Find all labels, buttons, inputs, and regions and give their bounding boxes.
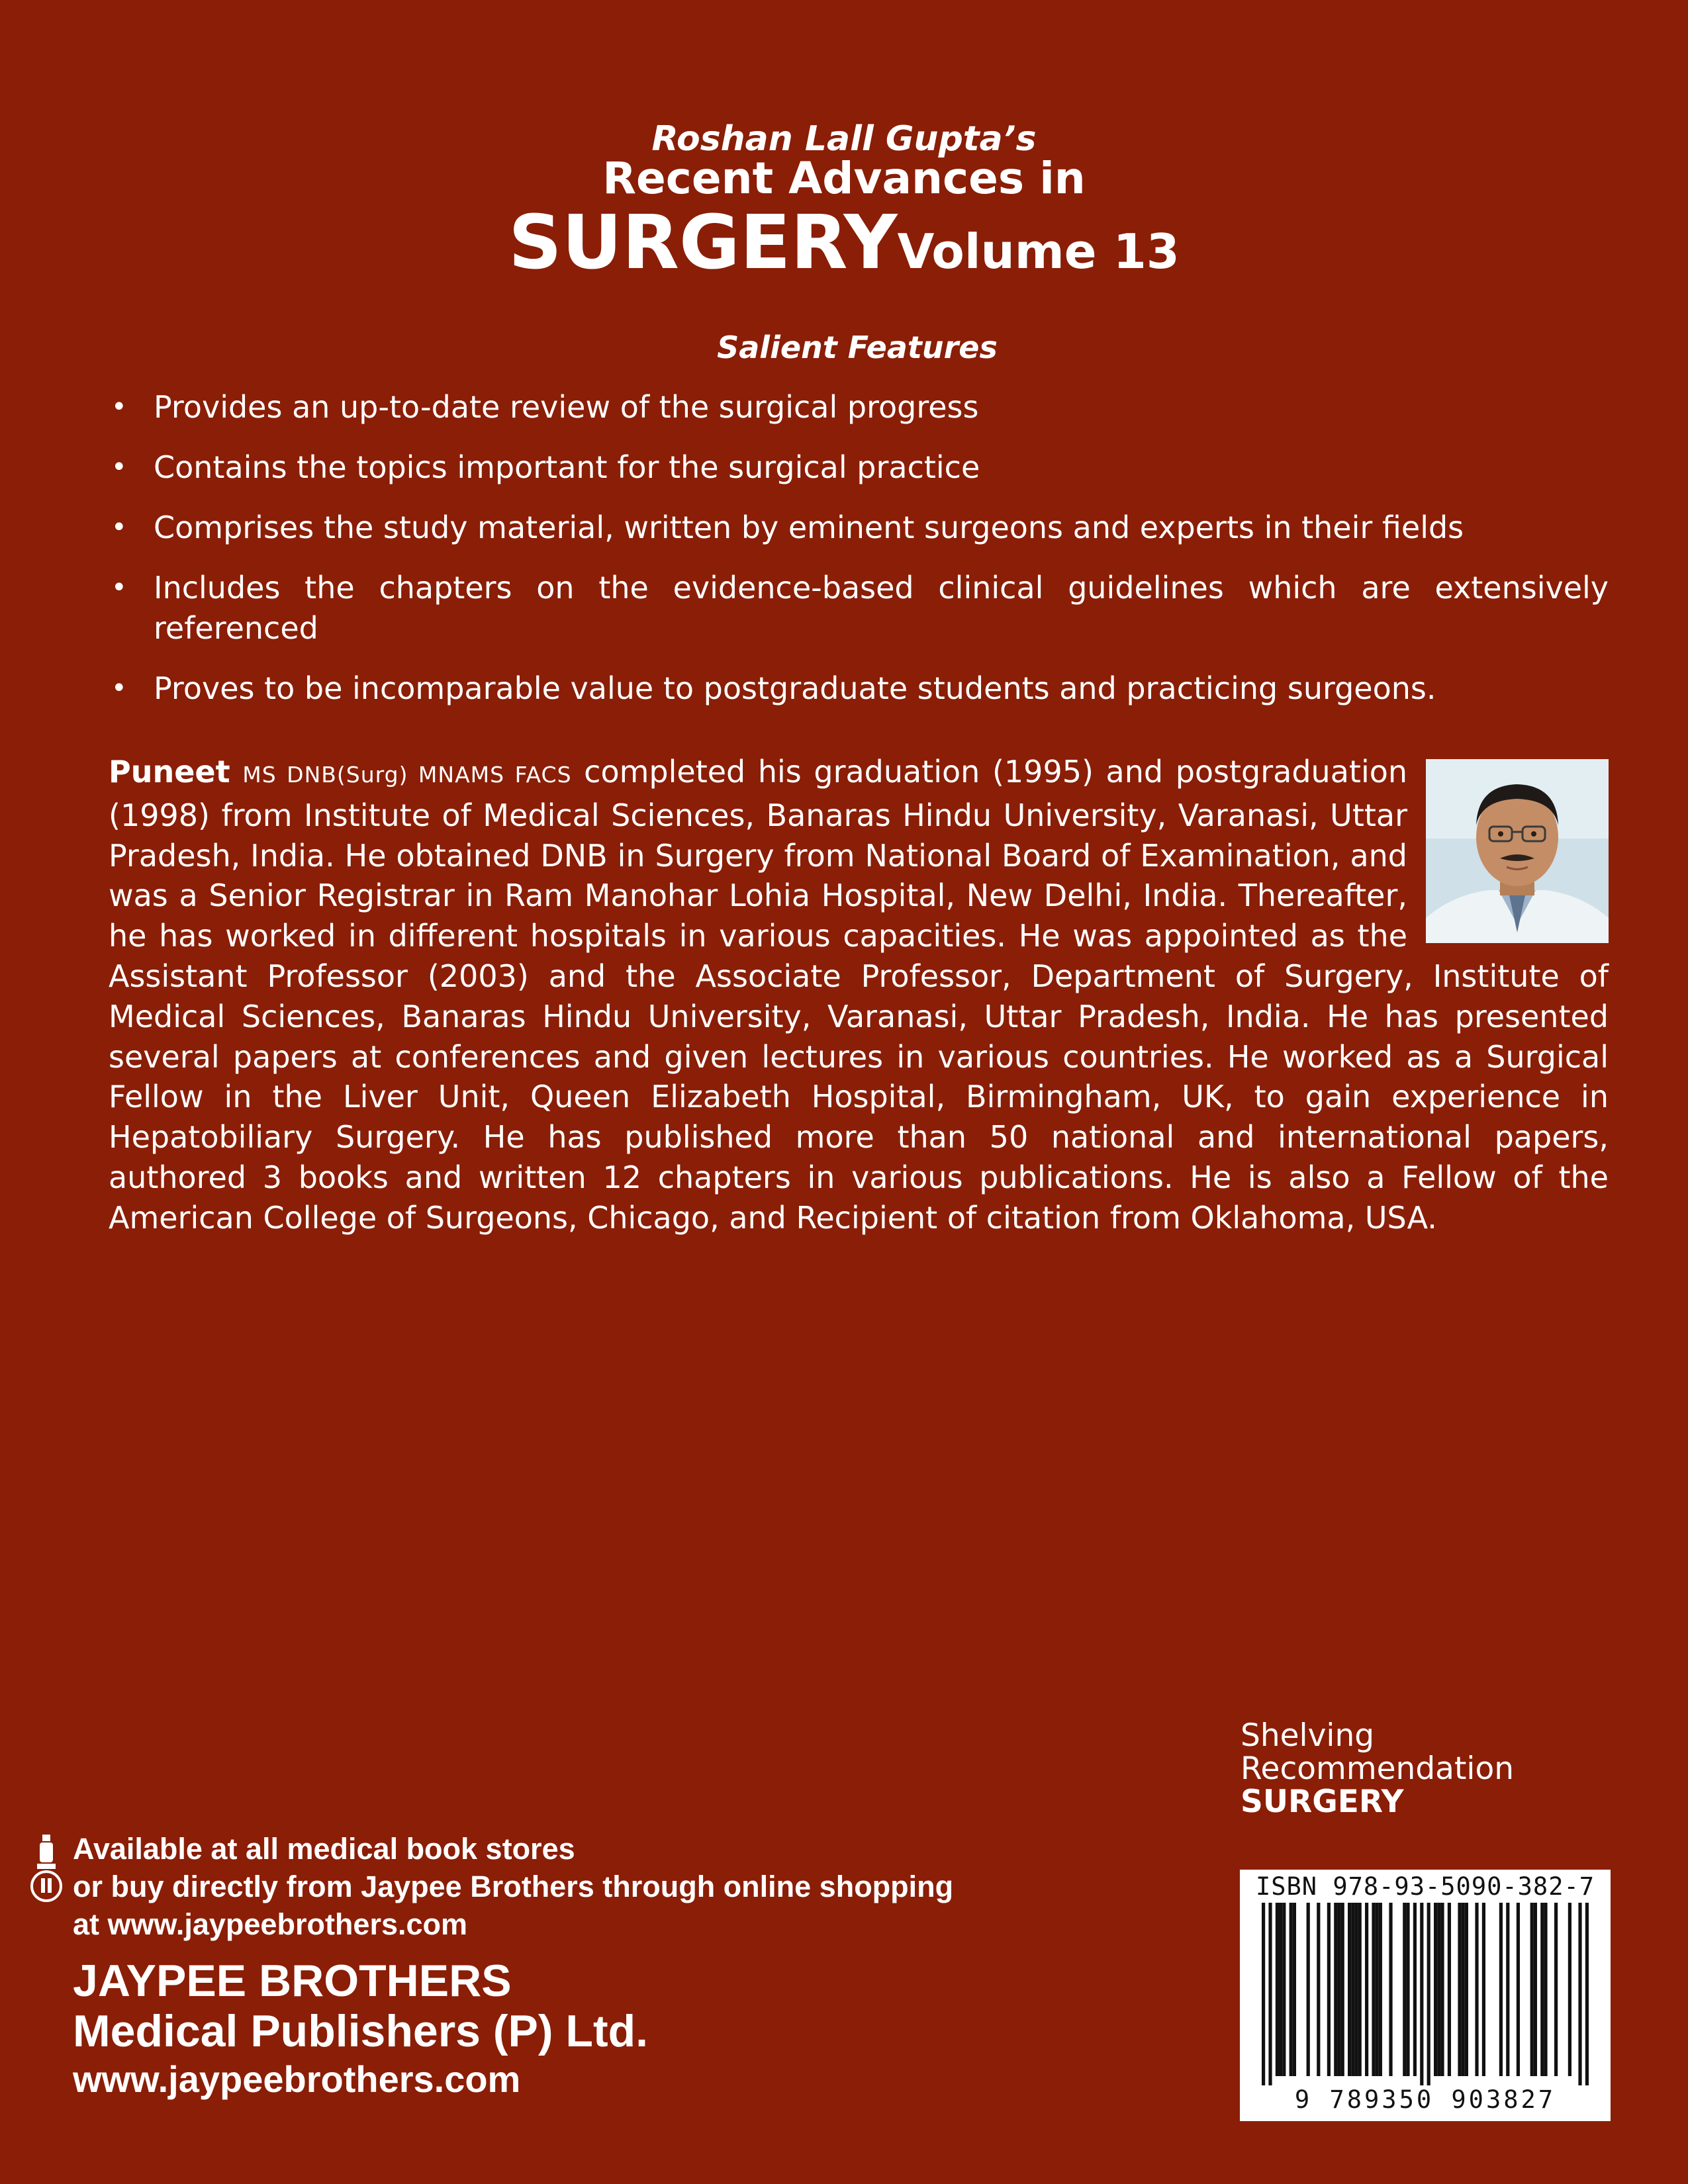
availability-note bbox=[73, 1830, 953, 1943]
barcode-bar bbox=[1458, 1903, 1461, 2076]
barcode-bar bbox=[1544, 1903, 1547, 2076]
barcode-bar bbox=[1379, 1903, 1382, 2076]
barcode-bar bbox=[1585, 1903, 1589, 2085]
availability-line1: Available at all medical book stores bbox=[73, 1832, 575, 1866]
isbn-barcode bbox=[1240, 1870, 1611, 2121]
barcode-bar bbox=[1289, 1903, 1293, 2076]
barcode-bar bbox=[1307, 1903, 1310, 2076]
barcode-bar bbox=[1540, 1903, 1544, 2076]
barcode-bar bbox=[1376, 1903, 1379, 2076]
barcode-bar bbox=[1358, 1903, 1362, 2076]
barcode-bar bbox=[1337, 1903, 1340, 2076]
subject-title: SURGERY bbox=[508, 200, 898, 286]
author-bio bbox=[109, 752, 1609, 1238]
barcode-bar bbox=[1506, 1903, 1509, 2076]
feature-item bbox=[106, 508, 1609, 548]
volume-label: Volume 13 bbox=[897, 224, 1180, 279]
barcode-bar bbox=[1578, 1903, 1581, 2085]
barcode-bar bbox=[1534, 1903, 1537, 2076]
barcode-bar bbox=[1351, 1903, 1354, 2076]
barcode-bar bbox=[1276, 1903, 1279, 2076]
salient-features-heading: Salient Features bbox=[717, 330, 998, 365]
feature-item bbox=[106, 387, 1609, 428]
publisher-name-line1: JAYPEE BROTHERS bbox=[73, 1956, 512, 2006]
barcode-bar bbox=[1568, 1903, 1571, 2076]
shelving-recommendation bbox=[1241, 1719, 1514, 1819]
barcode-bar bbox=[1279, 1903, 1282, 2076]
barcode-bar bbox=[1448, 1903, 1451, 2076]
feature-text: Proves to be incomparable value to postgraduate students and practicing surgeons. bbox=[154, 670, 1436, 706]
feature-text: Contains the topics important for the surgical practice bbox=[154, 449, 980, 485]
subject-line bbox=[0, 200, 1688, 286]
barcode-bar bbox=[1354, 1903, 1358, 2076]
author-line: Roshan Lall Gupta’s bbox=[651, 119, 1037, 159]
author-portrait-icon bbox=[1426, 759, 1609, 943]
barcode-bar bbox=[1282, 1903, 1286, 2076]
features-list bbox=[106, 387, 1609, 729]
publisher-block bbox=[73, 1956, 648, 2101]
author-credentials: MS DNB(Surg) MNAMS FACS bbox=[242, 762, 572, 788]
barcode-bar bbox=[1427, 1903, 1430, 2085]
author-bio-text: completed his graduation (1995) and postgraduation (1998) from Institute of Medical Sciences, Banaras Hindu University, Varanasi, Uttar Pradesh, India. He obtained DNB in Surgery from National Board of Examination, and was a Senior Registrar in Ram Manohar Lohia Hospital, New Delhi, India. Thereafter, he has worked in different hospitals in various capacities. He was appointed as the Assistant Professor (2003) and the Associate Professor, Department of Surgery, Institute of Medical Sciences, Banaras Hindu University, Varanasi, Uttar Pradesh, India. He has presented several papers at conferences and given lectures in various countries. He worked as a Surgical Fellow in the Liver Unit, Queen Elizabeth Hospital, Birmingham, UK, to gain experience in Hepatobiliary Surgery. He has published more than 50 national and international papers, authored 3 books and written 12 chapters in various publications. He is also a Fellow of the American College of Surgeons, Chicago, and Recipient of citation from Oklahoma, USA. bbox=[109, 754, 1609, 1236]
shelving-label-line2: Recommendation bbox=[1241, 1751, 1514, 1787]
barcode-bar bbox=[1517, 1903, 1520, 2076]
feature-text: Includes the chapters on the evidence-based clinical guidelines which are extensively referenced bbox=[154, 570, 1609, 646]
barcode-bar bbox=[1462, 1903, 1465, 2076]
barcode-bar bbox=[1406, 1903, 1409, 2076]
barcode-bars bbox=[1253, 1903, 1597, 2085]
barcode-bar bbox=[1413, 1903, 1417, 2076]
barcode-digits: 9 789350 903827 bbox=[1294, 2085, 1556, 2114]
availability-line3: at www.jaypeebrothers.com bbox=[73, 1907, 468, 1941]
barcode-bar bbox=[1341, 1903, 1344, 2076]
barcode-bar bbox=[1262, 1903, 1265, 2085]
barcode-bar bbox=[1434, 1903, 1437, 2076]
barcode-bar bbox=[1268, 1903, 1272, 2085]
barcode-bar bbox=[1499, 1903, 1503, 2076]
barcode-bar bbox=[1465, 1903, 1468, 2076]
bullet-icon: • bbox=[111, 673, 127, 704]
barcode-bar bbox=[1389, 1903, 1392, 2076]
publisher-url: www.jaypeebrothers.com bbox=[73, 2058, 521, 2100]
barcode-bar bbox=[1530, 1903, 1534, 2076]
feature-item bbox=[106, 447, 1609, 488]
barcode-bar bbox=[1293, 1903, 1296, 2076]
barcode-bar bbox=[1327, 1903, 1331, 2076]
publisher-name-line2: Medical Publishers (P) Ltd. bbox=[73, 2006, 649, 2056]
barcode-bar bbox=[1317, 1903, 1320, 2076]
barcode-bar bbox=[1334, 1903, 1337, 2076]
shelving-label-line1: Shelving bbox=[1241, 1717, 1375, 1754]
bullet-icon: • bbox=[111, 512, 127, 543]
feature-text: Provides an up-to-date review of the surgical progress bbox=[154, 389, 979, 425]
jaypee-logo-icon bbox=[29, 1832, 64, 1905]
barcode-bar bbox=[1372, 1903, 1375, 2076]
feature-item bbox=[106, 568, 1609, 649]
bullet-icon: • bbox=[111, 392, 127, 422]
barcode-bar bbox=[1440, 1903, 1444, 2076]
barcode-bar bbox=[1365, 1903, 1368, 2076]
barcode-bar bbox=[1420, 1903, 1423, 2085]
barcode-bar bbox=[1403, 1903, 1406, 2076]
barcode-bar bbox=[1437, 1903, 1440, 2076]
author-photo bbox=[1426, 759, 1609, 943]
title-block bbox=[0, 119, 1688, 286]
shelving-subject: SURGERY bbox=[1241, 1784, 1404, 1820]
availability-line2: or buy directly from Jaypee Brothers through online shopping bbox=[73, 1870, 954, 1903]
barcode-bar bbox=[1482, 1903, 1485, 2076]
feature-item bbox=[106, 668, 1609, 709]
series-title: Recent Advances in bbox=[602, 153, 1086, 204]
feature-text: Comprises the study material, written by eminent surgeons and experts in their fields bbox=[154, 510, 1464, 545]
barcode-bar bbox=[1348, 1903, 1351, 2076]
bullet-icon: • bbox=[111, 452, 127, 482]
bullet-icon: • bbox=[111, 572, 127, 603]
barcode-bar bbox=[1475, 1903, 1478, 2076]
isbn-label: ISBN 978-93-5090-382-7 bbox=[1255, 1872, 1595, 1901]
author-name: Puneet bbox=[109, 754, 230, 790]
barcode-bar bbox=[1554, 1903, 1558, 2076]
